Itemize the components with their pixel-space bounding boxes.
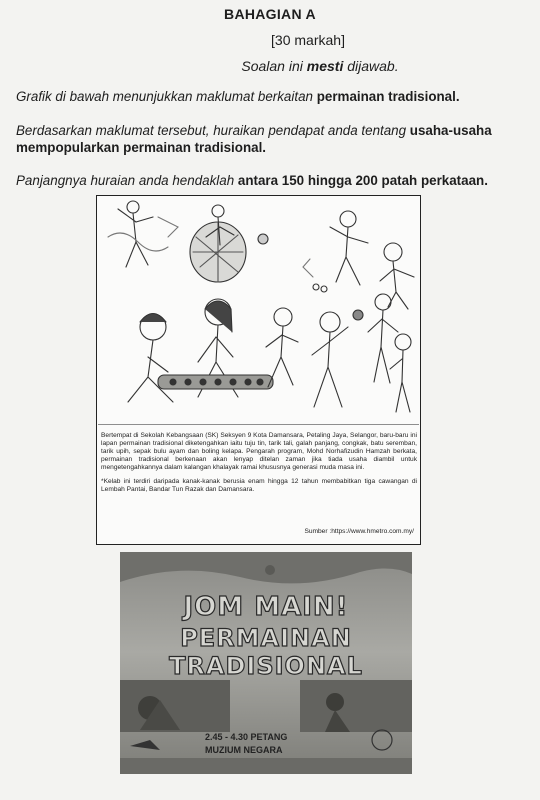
question-paragraph-1 — [16, 88, 531, 105]
event-poster — [120, 552, 412, 774]
clipping-text — [101, 432, 417, 500]
top-left-scene — [108, 201, 268, 282]
p2-text: Berdasarkan maklumat tersebut, huraikan pendapat anda tentang — [16, 123, 410, 138]
clipping-paragraph-1: Bertempat di Sekolah Kebangsaan (SK) Seksyen 9 Kota Damansara, Petaling Jaya, Selangor, baru-baru ini lapan permainan tradisional diketengahkan iaitu tuju tin, tarik tali, galah panjang, congkak, batu seremban, tarik upih, sepak bulu ayam dan boling kelapa. Pengarah program, Mohd Norhafizudin Hamzah berkata, permainan tradisional berkenaan akan lenyap ditelan zaman jika tiada usaha diambil untuk mengetengahkannya dalam kalangan khalayak ramai khususnya generasi muda masa ini. — [101, 432, 417, 471]
clipping-source: Sumber :https://www.hmetro.com.my/ — [304, 528, 414, 535]
section-title: BAHAGIAN A — [224, 6, 316, 22]
poster-venue: MUZIUM NEGARA — [205, 745, 283, 755]
instruction-bold: mesti — [306, 58, 344, 74]
news-clipping — [96, 195, 421, 545]
poster-title-line-1: JOM MAIN! — [183, 592, 349, 622]
top-right-scene — [303, 211, 414, 309]
marks-label: [30 markah] — [271, 32, 345, 48]
p1-bold: permainan tradisional. — [316, 89, 460, 104]
question-paragraph-3 — [16, 172, 531, 189]
instruction-line — [50, 58, 540, 74]
clipping-paragraph-2: *Kelab ini terdiri daripada kanak-kanak berusia enam hingga 12 tahun membabitkan tiga cawangan di Lembah Pantai, Bandar Tun Razak dan Damansara. — [101, 478, 417, 493]
congkak-scene — [128, 299, 273, 402]
p2-bold: usaha-usaha mempopularkan permainan tradisional. — [16, 123, 492, 155]
ball-game-scene — [266, 294, 411, 412]
poster-title-line-2: PERMAINAN — [180, 624, 352, 652]
instruction-pre: Soalan ini — [241, 58, 307, 74]
question-paragraph-2 — [16, 122, 531, 156]
p1-text: Grafik di bawah menunjukkan maklumat berkaitan — [16, 89, 317, 104]
poster-time: 2.45 - 4.30 PETANG — [205, 732, 288, 742]
p3-text: Panjangnya huraian anda hendaklah — [16, 173, 238, 188]
children-playing-illustration — [98, 197, 419, 425]
poster-title-line-3: TRADISIONAL — [169, 652, 363, 680]
p3-bold: antara 150 hingga 200 patah perkataan. — [237, 173, 488, 188]
poster-sky — [120, 552, 412, 592]
poster-photos — [120, 680, 412, 774]
instruction-post: dijawab. — [343, 58, 399, 74]
